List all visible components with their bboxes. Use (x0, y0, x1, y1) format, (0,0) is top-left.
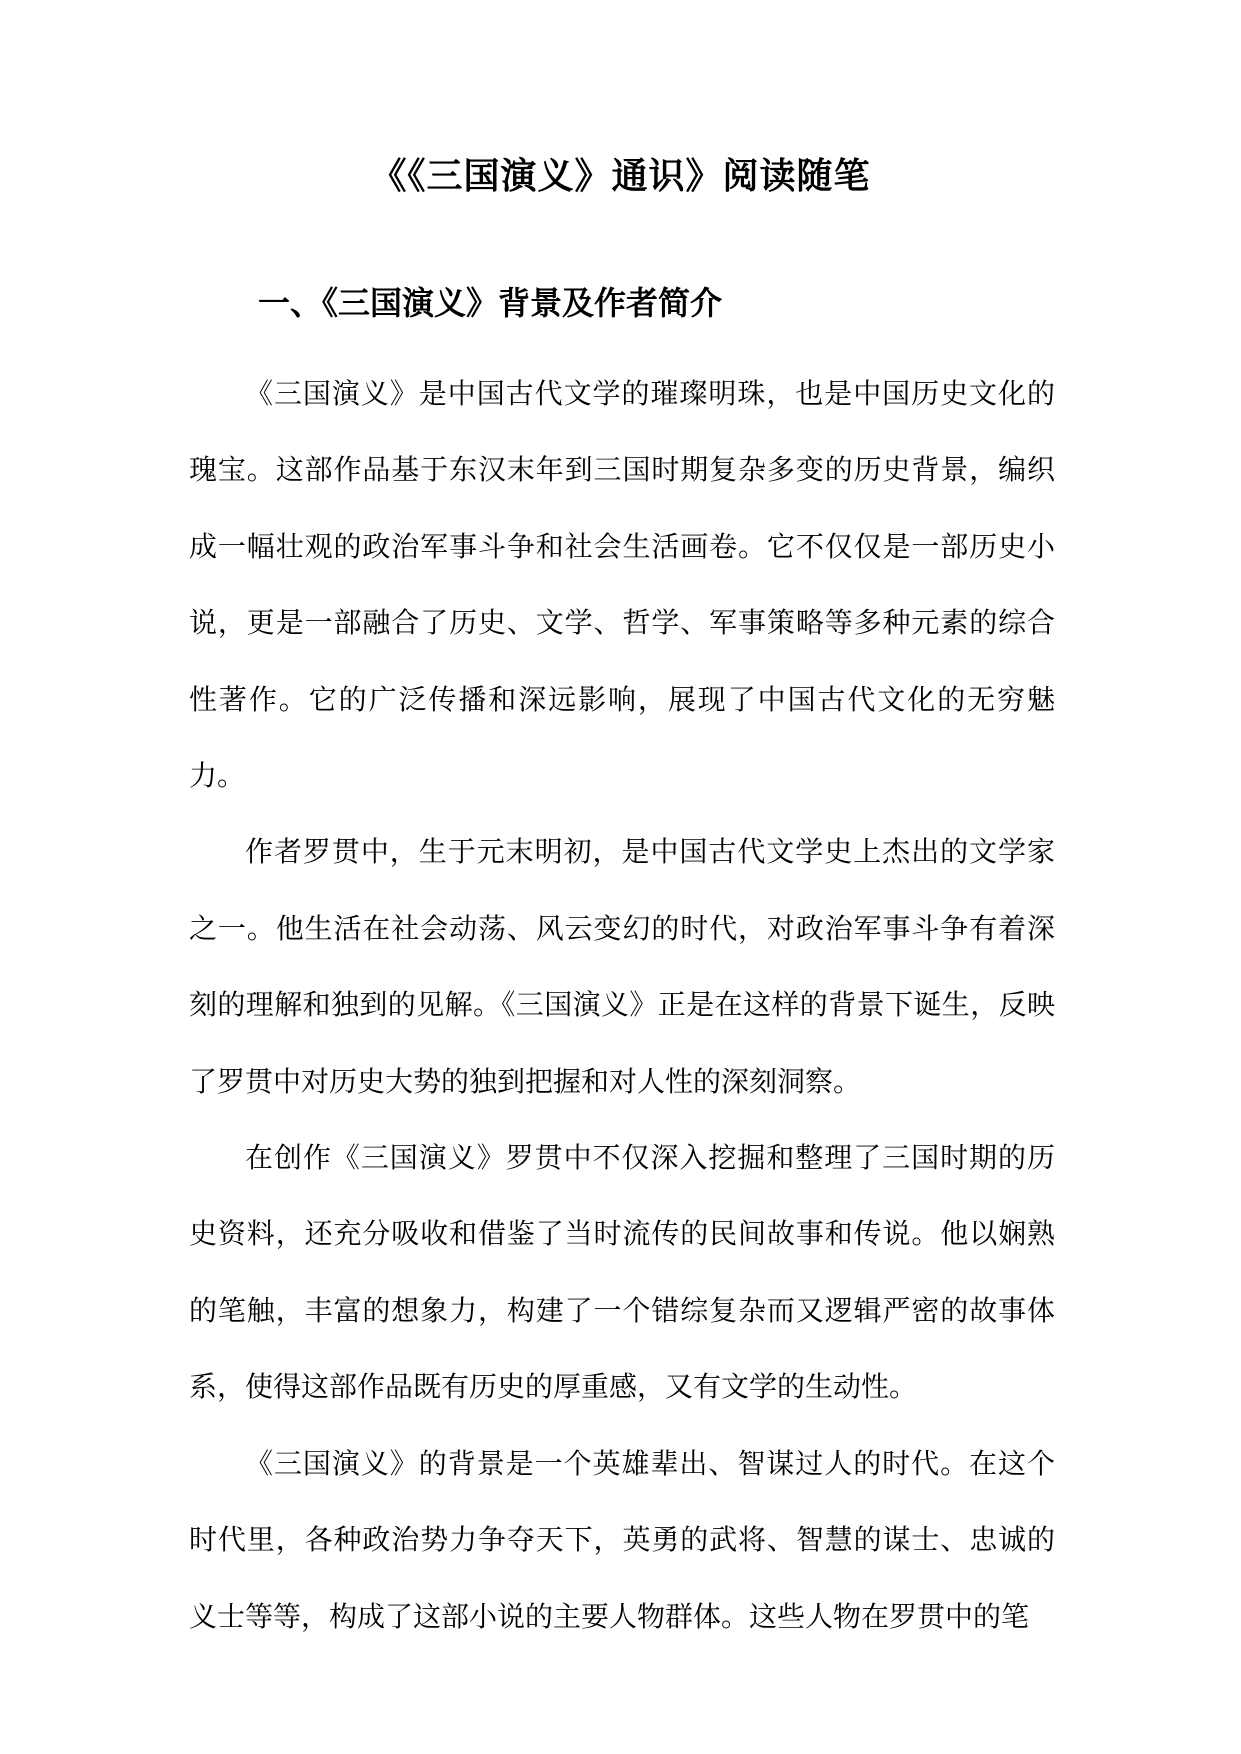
section-heading: 一、《三国演义》背景及作者简介 (258, 284, 723, 322)
paragraph-creation: 在创作《三国演义》罗贯中不仅深入挖掘和整理了三国时期的历史资料，还充分吸收和借鉴了当时流传的民间故事和传说。他以娴熟的笔触，丰富的想象力，构建了一个错综复杂而又逻辑严密的故事体系，使得这部作品既有历史的厚重感，又有文学的生动性。 (189, 1141, 1055, 1404)
document-title: 《《三国演义》通识》阅读随笔 (370, 155, 871, 197)
paragraph-background-intro: 《三国演义》是中国古代文学的璀璨明珠，也是中国历史文化的瑰宝。这部作品基于东汉末年到三国时期复杂多变的历史背景，编织成一幅壮观的政治军事斗争和社会生活画卷。它不仅仅是一部历史小说，更是一部融合了历史、文学、哲学、军事策略等多种元素的综合性著作。它的广泛传播和深远影响，展现了中国古代文化的无穷魅力。 (189, 377, 1055, 793)
paragraph-author-intro: 作者罗贯中，生于元末明初，是中国古代文学史上杰出的文学家之一。他生活在社会动荡、风云变幻的时代，对政治军事斗争有着深刻的理解和独到的见解。《三国演义》正是在这样的背景下诞生，反映了罗贯中对历史大势的独到把握和对人性的深刻洞察。 (189, 835, 1055, 1098)
body-text (189, 356, 1055, 1655)
paragraph-era: 《三国演义》的背景是一个英雄辈出、智谋过人的时代。在这个时代里，各种政治势力争夺天下，英勇的武将、智慧的谋士、忠诚的义士等等，构成了这部小说的主要人物群体。这些人物在罗贯中的笔 (189, 1446, 1055, 1633)
